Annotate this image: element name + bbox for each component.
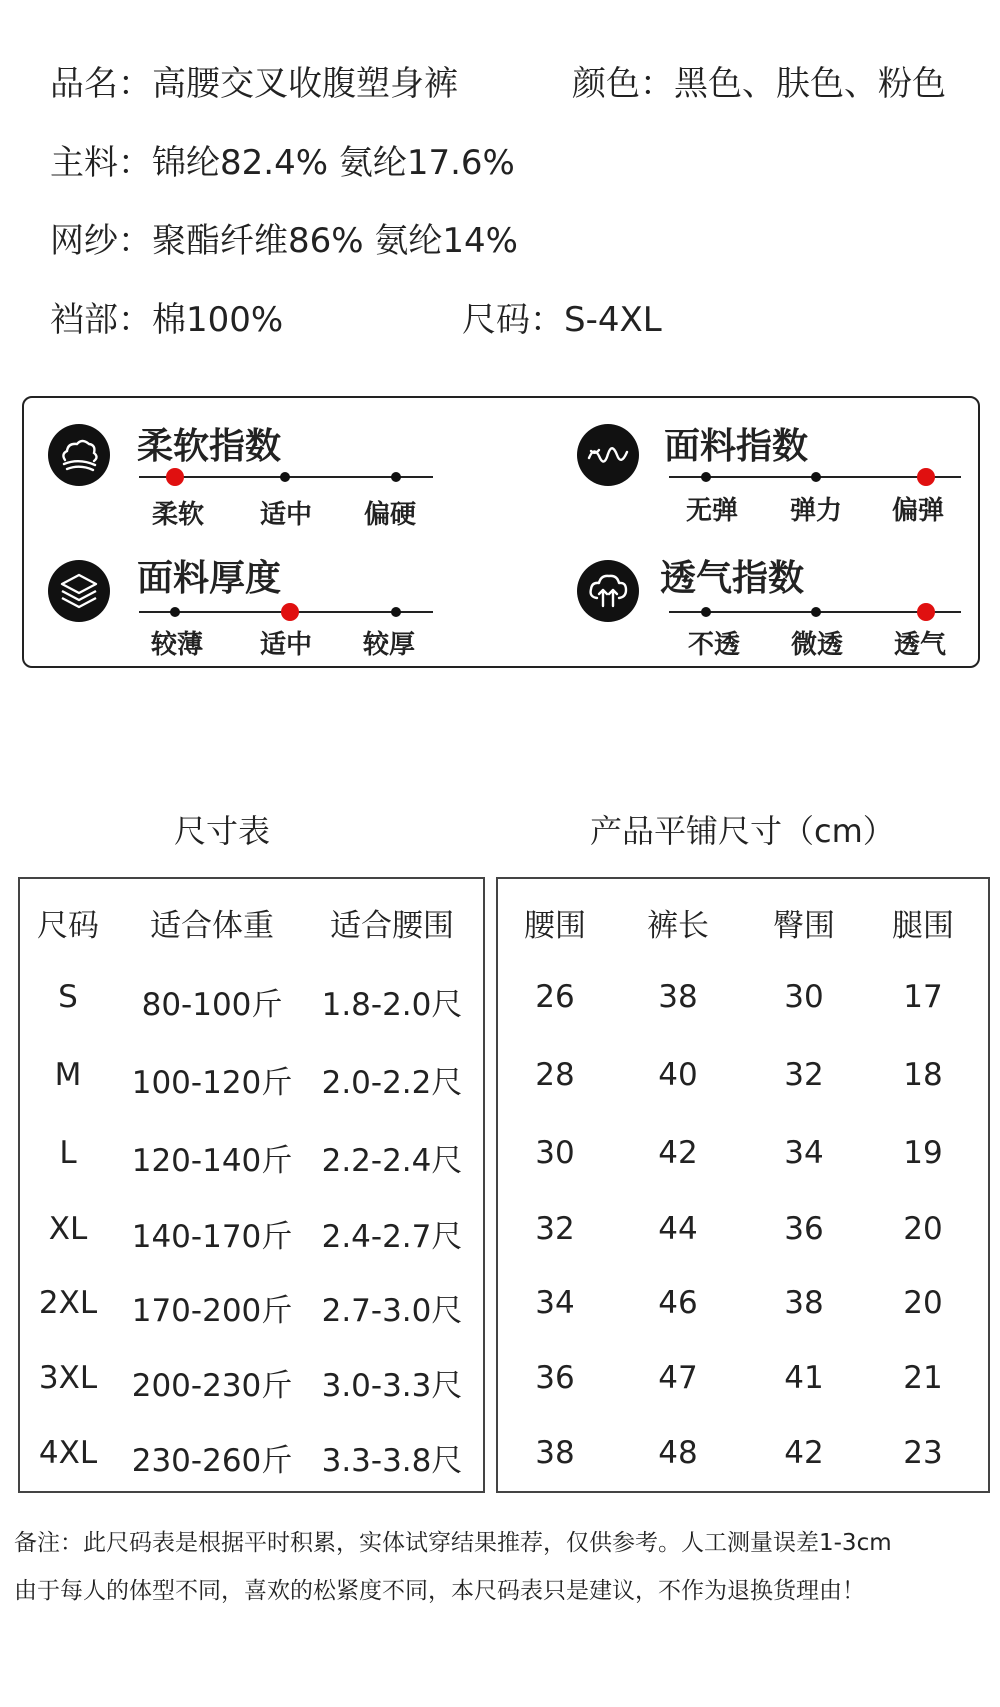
index-option-label: 偏硬 xyxy=(363,500,416,530)
flat-size-cell: 36 xyxy=(784,1211,824,1247)
spec-size-label: 尺码： xyxy=(462,300,564,340)
flat-size-cell: 30 xyxy=(784,979,824,1015)
disclaimer-note: 由于每人的体型不同，喜欢的松紧度不同，本尺码表只是建议，不作为退换货理由！ xyxy=(14,1578,865,1604)
size-chart-cell: 1.8-2.0尺 xyxy=(321,987,463,1023)
cloud-softness-icon xyxy=(48,424,110,486)
size-chart-header: 适合体重 xyxy=(150,908,274,944)
index-option-label: 无弹 xyxy=(685,496,738,526)
disclaimer-note: 备注：此尺码表是根据平时积累，实体试穿结果推荐，仅供参考。人工测量误差1-3cm xyxy=(14,1530,892,1556)
index-option-label: 微透 xyxy=(790,630,843,660)
flat-size-cell: 32 xyxy=(784,1057,824,1093)
flat-size-cell: 48 xyxy=(658,1435,698,1471)
index-title-breathability: 透气指数 xyxy=(660,558,805,599)
index-option-label: 较薄 xyxy=(150,630,203,660)
flat-size-cell: 42 xyxy=(658,1135,698,1171)
index-option-label: 适中 xyxy=(259,500,312,530)
flat-size-title: 产品平铺尺寸（cm） xyxy=(590,812,895,850)
spec-crotch xyxy=(50,292,283,341)
index-marker xyxy=(701,472,711,482)
spec-mesh-label: 网纱： xyxy=(50,221,152,261)
flat-size-header: 裤长 xyxy=(647,908,709,944)
index-title-thickness: 面料厚度 xyxy=(137,558,282,599)
flat-size-cell: 34 xyxy=(784,1135,824,1171)
index-marker xyxy=(280,472,290,482)
size-chart-cell: 3.0-3.3尺 xyxy=(321,1368,463,1404)
spec-main-value: 锦纶82.4% 氨纶17.6% xyxy=(152,143,515,183)
size-chart-cell: 4XL xyxy=(38,1435,98,1471)
spec-name xyxy=(50,56,458,105)
flat-size-table xyxy=(496,877,990,1493)
index-marker-selected xyxy=(917,468,935,486)
flat-size-cell: 38 xyxy=(658,979,698,1015)
size-chart-title: 尺寸表 xyxy=(174,812,271,850)
spec-crotch-label: 裆部： xyxy=(50,300,152,340)
elastic-wave-icon xyxy=(577,424,639,486)
flat-size-cell: 23 xyxy=(903,1435,943,1471)
flat-size-cell: 36 xyxy=(535,1360,575,1396)
index-marker xyxy=(391,607,401,617)
flat-size-cell: 28 xyxy=(535,1057,575,1093)
size-chart-cell: L xyxy=(59,1135,77,1171)
index-marker xyxy=(391,472,401,482)
index-marker xyxy=(811,607,821,617)
size-chart-cell: 100-120斤 xyxy=(131,1065,293,1101)
flat-size-cell: 19 xyxy=(903,1135,943,1171)
spec-name-label: 品名： xyxy=(50,64,152,104)
spec-main-label: 主料： xyxy=(50,143,152,183)
size-chart-cell: 80-100斤 xyxy=(141,987,283,1023)
flat-size-header: 腿围 xyxy=(892,908,954,944)
flat-size-cell: 18 xyxy=(903,1057,943,1093)
flat-size-cell: 38 xyxy=(784,1285,824,1321)
size-chart-cell: 3XL xyxy=(38,1360,98,1396)
index-marker-selected xyxy=(166,468,184,486)
index-title-elasticity: 面料指数 xyxy=(664,426,809,467)
size-chart-cell: 3.3-3.8尺 xyxy=(321,1443,463,1479)
spec-size xyxy=(462,292,662,341)
size-chart-cell: 170-200斤 xyxy=(131,1293,293,1329)
index-marker xyxy=(170,607,180,617)
breathable-cloud-icon xyxy=(577,560,639,622)
size-chart-cell: XL xyxy=(48,1211,88,1247)
size-chart-cell: 2XL xyxy=(38,1285,98,1321)
flat-size-cell: 42 xyxy=(784,1435,824,1471)
index-marker-selected xyxy=(917,603,935,621)
index-option-label: 偏弹 xyxy=(891,496,944,526)
flat-size-cell: 46 xyxy=(658,1285,698,1321)
spec-mesh xyxy=(50,213,518,262)
flat-size-cell: 26 xyxy=(535,979,575,1015)
flat-size-header: 腰围 xyxy=(524,908,586,944)
spec-color xyxy=(572,56,946,105)
size-chart-cell: 2.2-2.4尺 xyxy=(321,1143,463,1179)
spec-crotch-value: 棉100% xyxy=(152,300,284,340)
index-option-label: 透气 xyxy=(893,630,946,660)
layers-thickness-icon xyxy=(48,560,110,622)
size-chart-cell: 140-170斤 xyxy=(131,1219,293,1255)
flat-size-cell: 47 xyxy=(658,1360,698,1396)
spec-name-value: 高腰交叉收腹塑身裤 xyxy=(152,64,458,104)
index-option-label: 适中 xyxy=(259,630,312,660)
size-chart-header: 尺码 xyxy=(37,908,99,944)
size-chart-cell: S xyxy=(58,979,78,1015)
flat-size-cell: 40 xyxy=(658,1057,698,1093)
flat-size-cell: 44 xyxy=(658,1211,698,1247)
size-chart-cell: 2.0-2.2尺 xyxy=(321,1065,463,1101)
index-marker-selected xyxy=(281,603,299,621)
index-option-label: 弹力 xyxy=(789,496,842,526)
flat-size-cell: 34 xyxy=(535,1285,575,1321)
index-marker xyxy=(811,472,821,482)
size-chart-cell: 120-140斤 xyxy=(131,1143,293,1179)
size-chart-cell: 2.7-3.0尺 xyxy=(321,1293,463,1329)
spec-color-label: 颜色： xyxy=(572,64,674,104)
flat-size-cell: 20 xyxy=(903,1211,943,1247)
size-chart-cell: 2.4-2.7尺 xyxy=(321,1219,463,1255)
index-option-label: 不透 xyxy=(687,630,740,660)
spec-color-value: 黑色、肤色、粉色 xyxy=(674,64,946,104)
flat-size-header: 臀围 xyxy=(773,908,835,944)
flat-size-cell: 21 xyxy=(903,1360,943,1396)
spec-size-value: S-4XL xyxy=(564,300,662,340)
flat-size-cell: 30 xyxy=(535,1135,575,1171)
index-marker xyxy=(701,607,711,617)
flat-size-cell: 32 xyxy=(535,1211,575,1247)
size-chart-cell: 200-230斤 xyxy=(131,1368,293,1404)
flat-size-cell: 17 xyxy=(903,979,943,1015)
index-option-label: 柔软 xyxy=(151,500,204,530)
flat-size-cell: 20 xyxy=(903,1285,943,1321)
index-title-softness: 柔软指数 xyxy=(137,426,282,467)
spec-main xyxy=(50,135,515,184)
size-chart-header: 适合腰围 xyxy=(330,908,454,944)
size-chart-cell: M xyxy=(54,1057,82,1093)
spec-mesh-value: 聚酯纤维86% 氨纶14% xyxy=(152,221,518,261)
flat-size-cell: 38 xyxy=(535,1435,575,1471)
index-option-label: 较厚 xyxy=(362,630,415,660)
flat-size-cell: 41 xyxy=(784,1360,824,1396)
size-chart-cell: 230-260斤 xyxy=(131,1443,293,1479)
